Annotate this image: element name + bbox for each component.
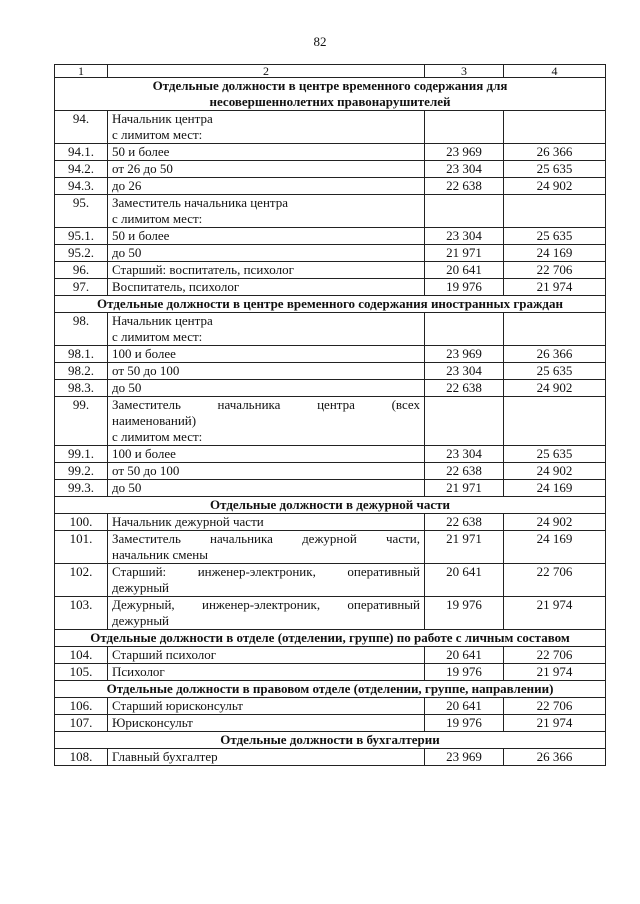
salary-value-col3: 21 971	[425, 245, 504, 262]
salary-value-col4: 24 169	[504, 531, 606, 564]
position-name-line: Дежурный, инженер-электроник, оперативный	[112, 597, 420, 612]
salary-value-col4: 26 366	[504, 144, 606, 161]
position-name	[108, 531, 425, 564]
table-row	[55, 195, 606, 228]
table-row	[55, 664, 606, 681]
salary-value-col3: 22 638	[425, 514, 504, 531]
position-name-line: Начальник центра	[112, 111, 213, 126]
section-title-line: Отдельные должности в центре временного содержания для	[152, 78, 508, 93]
column-header-2: 2	[108, 65, 425, 78]
position-name-line: от 50 до 100	[112, 463, 180, 478]
salary-value-col3: 22 638	[425, 463, 504, 480]
column-header-row	[55, 65, 606, 78]
position-name-line: Старший: инженер-электроник, оперативный	[112, 564, 420, 579]
table-row	[55, 480, 606, 497]
row-number: 98.1.	[55, 346, 108, 363]
row-number: 107.	[55, 715, 108, 732]
salary-value-col4: 24 902	[504, 463, 606, 480]
salary-table	[54, 64, 606, 766]
row-number: 103.	[55, 597, 108, 630]
row-number: 105.	[55, 664, 108, 681]
section-header-row	[55, 497, 606, 514]
position-name	[108, 463, 425, 480]
salary-value-col4	[504, 313, 606, 346]
salary-value-col4: 22 706	[504, 647, 606, 664]
salary-value-col4: 25 635	[504, 363, 606, 380]
position-name	[108, 380, 425, 397]
salary-value-col4: 21 974	[504, 715, 606, 732]
position-name-line: до 50	[112, 245, 142, 260]
section-title	[55, 681, 606, 698]
column-header-4: 4	[504, 65, 606, 78]
position-name-line: до 50	[112, 380, 142, 395]
position-name	[108, 195, 425, 228]
table-row	[55, 749, 606, 766]
position-name-line: начальник смены	[112, 547, 208, 562]
salary-value-col4: 24 902	[504, 178, 606, 195]
position-name	[108, 715, 425, 732]
row-number: 98.3.	[55, 380, 108, 397]
section-title-line: Отдельные должности в центре временного содержания иностранных граждан	[97, 296, 563, 311]
salary-value-col3: 23 304	[425, 161, 504, 178]
salary-value-col4: 21 974	[504, 279, 606, 296]
row-number: 104.	[55, 647, 108, 664]
position-name-line: 100 и более	[112, 346, 176, 361]
position-name-line: Юрисконсульт	[112, 715, 193, 730]
table-row	[55, 228, 606, 245]
position-name-line: наименований)	[112, 413, 197, 428]
position-name	[108, 245, 425, 262]
position-name	[108, 228, 425, 245]
table-row	[55, 446, 606, 463]
position-name-line: Старший: воспитатель, психолог	[112, 262, 294, 277]
table-row	[55, 531, 606, 564]
position-name	[108, 279, 425, 296]
section-header-row	[55, 296, 606, 313]
row-number: 96.	[55, 262, 108, 279]
position-name	[108, 262, 425, 279]
position-name-line: Заместитель начальника дежурной части,	[112, 531, 420, 546]
section-title	[55, 497, 606, 514]
position-name	[108, 313, 425, 346]
salary-value-col4	[504, 195, 606, 228]
position-name-line: Начальник дежурной части	[112, 514, 264, 529]
row-number: 94.1.	[55, 144, 108, 161]
column-header-3: 3	[425, 65, 504, 78]
position-name-line: дежурный	[112, 580, 170, 595]
table-row	[55, 346, 606, 363]
salary-value-col4: 26 366	[504, 346, 606, 363]
salary-value-col3: 23 304	[425, 363, 504, 380]
salary-value-col3: 20 641	[425, 698, 504, 715]
salary-value-col4: 21 974	[504, 597, 606, 630]
position-name	[108, 664, 425, 681]
salary-value-col4: 26 366	[504, 749, 606, 766]
salary-value-col3: 23 304	[425, 446, 504, 463]
row-number: 99.3.	[55, 480, 108, 497]
row-number: 98.2.	[55, 363, 108, 380]
position-name	[108, 397, 425, 446]
section-title-line: Отдельные должности в бухгалтерии	[220, 732, 440, 747]
position-name	[108, 698, 425, 715]
table-row	[55, 245, 606, 262]
table-row	[55, 380, 606, 397]
salary-value-col4: 25 635	[504, 161, 606, 178]
position-name-line: Заместитель начальника центра (всех	[112, 397, 420, 412]
table-row	[55, 715, 606, 732]
table-row	[55, 363, 606, 380]
position-name-line: 50 и более	[112, 144, 170, 159]
section-title	[55, 732, 606, 749]
salary-value-col3	[425, 195, 504, 228]
salary-value-col4: 25 635	[504, 446, 606, 463]
salary-value-col3: 23 969	[425, 749, 504, 766]
salary-value-col3: 20 641	[425, 564, 504, 597]
section-title	[55, 630, 606, 647]
row-number: 106.	[55, 698, 108, 715]
position-name-line: Заместитель начальника центра	[112, 195, 289, 210]
position-name	[108, 749, 425, 766]
position-name-line: Старший психолог	[112, 647, 217, 662]
position-name-line: 50 и более	[112, 228, 170, 243]
position-name	[108, 480, 425, 497]
table-row	[55, 178, 606, 195]
row-number: 95.1.	[55, 228, 108, 245]
row-number: 100.	[55, 514, 108, 531]
section-header-row	[55, 732, 606, 749]
row-number: 94.	[55, 111, 108, 144]
position-name	[108, 514, 425, 531]
position-name	[108, 597, 425, 630]
position-name-line: до 26	[112, 178, 142, 193]
section-title-line: несовершеннолетних правонарушителей	[209, 94, 451, 109]
column-header-1: 1	[55, 65, 108, 78]
position-name	[108, 564, 425, 597]
salary-value-col4: 24 169	[504, 245, 606, 262]
table-row	[55, 514, 606, 531]
salary-value-col3: 20 641	[425, 647, 504, 664]
salary-value-col4: 24 902	[504, 514, 606, 531]
row-number: 95.	[55, 195, 108, 228]
section-title-line: Отдельные должности в отделе (отделении, группе) по работе с личным составом	[90, 630, 570, 645]
row-number: 99.2.	[55, 463, 108, 480]
section-title-line: Отдельные должности в дежурной части	[210, 497, 450, 512]
table-row	[55, 597, 606, 630]
section-title-line: Отдельные должности в правовом отделе (отделении, группе, направлении)	[106, 681, 554, 696]
table-row	[55, 397, 606, 446]
position-name-line: Воспитатель, психолог	[112, 279, 240, 294]
table-row	[55, 647, 606, 664]
row-number: 108.	[55, 749, 108, 766]
row-number: 99.	[55, 397, 108, 446]
position-name	[108, 178, 425, 195]
position-name	[108, 346, 425, 363]
position-name	[108, 446, 425, 463]
position-name	[108, 111, 425, 144]
salary-value-col3: 23 304	[425, 228, 504, 245]
row-number: 98.	[55, 313, 108, 346]
position-name-line: Старший юрисконсульт	[112, 698, 243, 713]
row-number: 97.	[55, 279, 108, 296]
table-row	[55, 463, 606, 480]
salary-value-col4: 25 635	[504, 228, 606, 245]
salary-value-col4: 21 974	[504, 664, 606, 681]
section-header-row	[55, 681, 606, 698]
position-name-line: 100 и более	[112, 446, 176, 461]
position-name-line: от 50 до 100	[112, 363, 180, 378]
salary-value-col4	[504, 111, 606, 144]
salary-value-col3: 22 638	[425, 380, 504, 397]
table-row	[55, 144, 606, 161]
salary-value-col3: 23 969	[425, 144, 504, 161]
position-name-line: с лимитом мест:	[112, 329, 203, 344]
position-name	[108, 161, 425, 178]
salary-value-col4: 24 169	[504, 480, 606, 497]
salary-value-col3	[425, 397, 504, 446]
salary-value-col4: 22 706	[504, 698, 606, 715]
position-name	[108, 144, 425, 161]
position-name	[108, 363, 425, 380]
salary-value-col3: 19 976	[425, 715, 504, 732]
salary-value-col4	[504, 397, 606, 446]
position-name-line: с лимитом мест:	[112, 127, 203, 142]
salary-value-col4: 22 706	[504, 262, 606, 279]
salary-table-body	[55, 65, 606, 766]
row-number: 94.2.	[55, 161, 108, 178]
position-name-line: до 50	[112, 480, 142, 495]
salary-value-col3	[425, 313, 504, 346]
salary-value-col3: 19 976	[425, 664, 504, 681]
position-name	[108, 647, 425, 664]
position-name-line: с лимитом мест:	[112, 211, 203, 226]
section-title	[55, 78, 606, 111]
row-number: 102.	[55, 564, 108, 597]
salary-value-col4: 24 902	[504, 380, 606, 397]
salary-value-col3: 19 976	[425, 597, 504, 630]
row-number: 99.1.	[55, 446, 108, 463]
table-row	[55, 111, 606, 144]
section-title	[55, 296, 606, 313]
section-header-row	[55, 630, 606, 647]
salary-value-col3: 20 641	[425, 262, 504, 279]
row-number: 101.	[55, 531, 108, 564]
salary-value-col3: 19 976	[425, 279, 504, 296]
salary-value-col3: 21 971	[425, 531, 504, 564]
position-name-line: от 26 до 50	[112, 161, 173, 176]
position-name-line: Начальник центра	[112, 313, 213, 328]
page-number: 82	[313, 34, 327, 49]
table-row	[55, 698, 606, 715]
position-name-line: Главный бухгалтер	[112, 749, 218, 764]
position-name-line: дежурный	[112, 613, 170, 628]
salary-value-col3: 21 971	[425, 480, 504, 497]
row-number: 94.3.	[55, 178, 108, 195]
position-name-line: Психолог	[112, 664, 165, 679]
table-row	[55, 313, 606, 346]
table-row	[55, 564, 606, 597]
table-row	[55, 161, 606, 178]
table-row	[55, 262, 606, 279]
salary-value-col3: 23 969	[425, 346, 504, 363]
table-row	[55, 279, 606, 296]
section-header-row	[55, 78, 606, 111]
salary-value-col3	[425, 111, 504, 144]
row-number: 95.2.	[55, 245, 108, 262]
salary-value-col3: 22 638	[425, 178, 504, 195]
salary-value-col4: 22 706	[504, 564, 606, 597]
position-name-line: с лимитом мест:	[112, 429, 203, 444]
